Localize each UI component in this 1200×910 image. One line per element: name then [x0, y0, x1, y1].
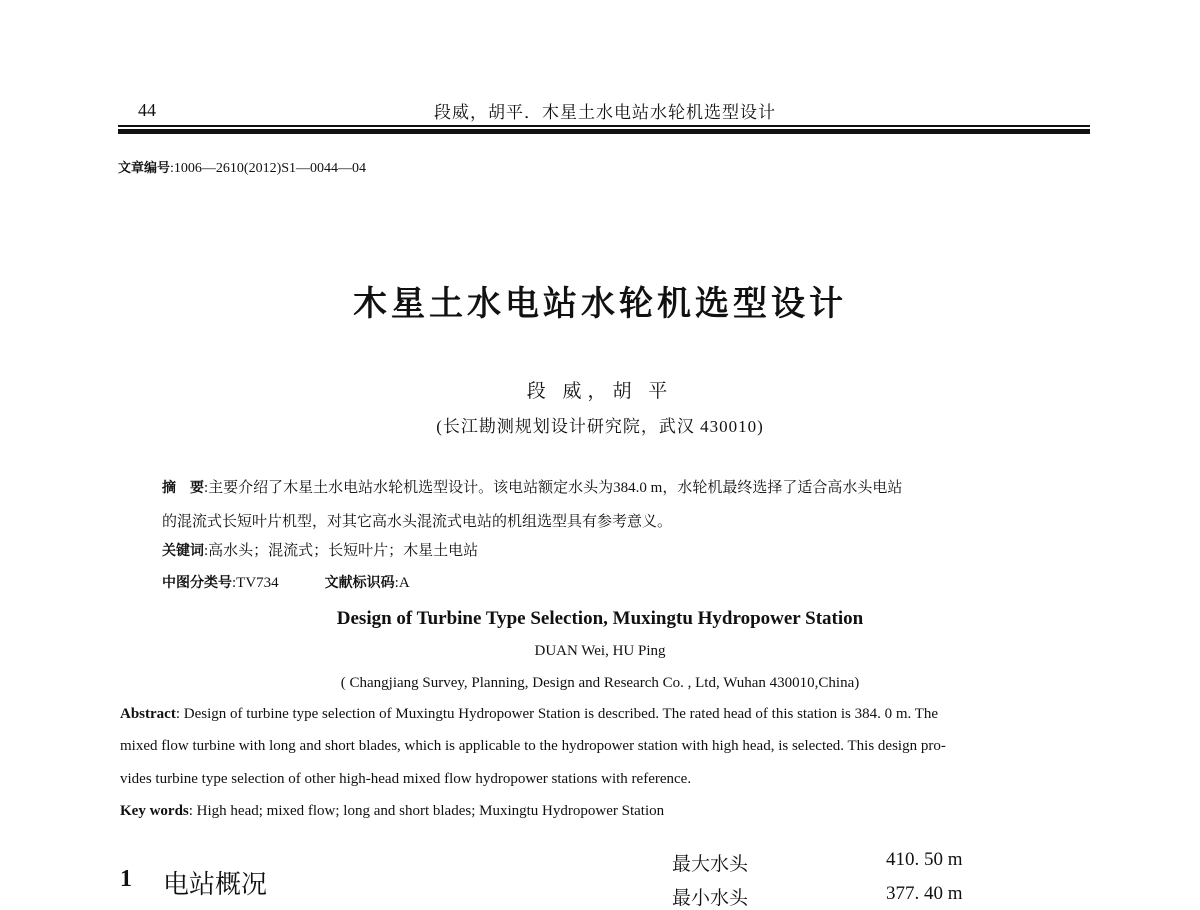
title-chinese: 木星土水电站水轮机选型设计 — [353, 284, 847, 324]
abstract-cn-line2: 的混流式长短叶片机型，对其它高水头混流式电站的机组选型具有参考意义。 — [162, 514, 673, 530]
authors-english: DUAN Wei, HU Ping — [534, 643, 666, 659]
page-number: 44 — [138, 100, 156, 120]
article-number-value: :1006—2610(2012)S1—0044—04 — [170, 161, 367, 176]
param-value-max-head: 410. 50 m — [886, 849, 963, 870]
affiliation-chinese: (长江勘测规划设计研究院，武汉 430010) — [436, 417, 764, 436]
affiliation-english: ( Changjiang Survey, Planning, Design and Research Co. , Ltd, Wuhan 430010,China) — [340, 675, 860, 691]
abstract-en-line1 — [120, 706, 1095, 723]
keywords-en-value: : High head; mixed flow; long and short blades; Muxingtu Hydropower Station — [188, 803, 665, 819]
authors-chinese: 段 威，胡 平 — [526, 381, 674, 402]
keywords-cn-value: :高水头；混流式；长短叶片；木星土电站 — [204, 543, 479, 559]
keywords-en-label: Key words — [120, 803, 189, 819]
keywords-cn-label: 关键词 — [162, 543, 204, 559]
param-label-min-head: 最小水头 — [672, 888, 749, 909]
param-label-max-head: 最大水头 — [672, 854, 749, 875]
doc-code-label: 文献标识码 — [324, 575, 395, 591]
abstract-cn-label: 摘 要 — [162, 480, 204, 496]
header-rule-thin — [118, 125, 1090, 127]
title-english: Design of Turbine Type Selection, Muxingtu Hydropower Station — [336, 608, 864, 629]
article-number-label: 文章编号 — [118, 161, 171, 176]
running-head: 段威，胡平．木星土水电站水轮机选型设计 — [434, 103, 776, 122]
section-title: 电站概况 — [163, 870, 268, 899]
article-number — [118, 157, 366, 177]
keywords-cn — [162, 541, 1062, 561]
classification — [162, 573, 1062, 593]
clc-label: 中图分类号 — [162, 575, 232, 591]
abstract-cn-text1: :主要介绍了木星土水电站水轮机选型设计。该电站额定水头为384.0 m，水轮机最终选择了适合高水头电站 — [204, 480, 903, 496]
abstract-en-text1: : Design of turbine type selection of Muxingtu Hydropower Station is described. The rated head of this station is 384. 0 m. The — [175, 706, 939, 722]
keywords-en — [120, 803, 1095, 820]
abstract-en-label: Abstract — [120, 706, 176, 722]
doc-code-value: :A — [394, 575, 410, 591]
abstract-cn-line1 — [162, 478, 1062, 498]
clc-value: :TV734 — [232, 575, 279, 591]
abstract-en-line3: vides turbine type selection of other high-head mixed flow hydropower stations with reference. — [120, 771, 692, 787]
param-value-min-head: 377. 40 m — [886, 883, 963, 904]
header-rule-thick — [118, 129, 1090, 134]
section-number: 1 — [120, 866, 132, 892]
abstract-en-line2: mixed flow turbine with long and short blades, which is applicable to the hydropower station with high head, is selected. This design pro- — [120, 738, 946, 754]
